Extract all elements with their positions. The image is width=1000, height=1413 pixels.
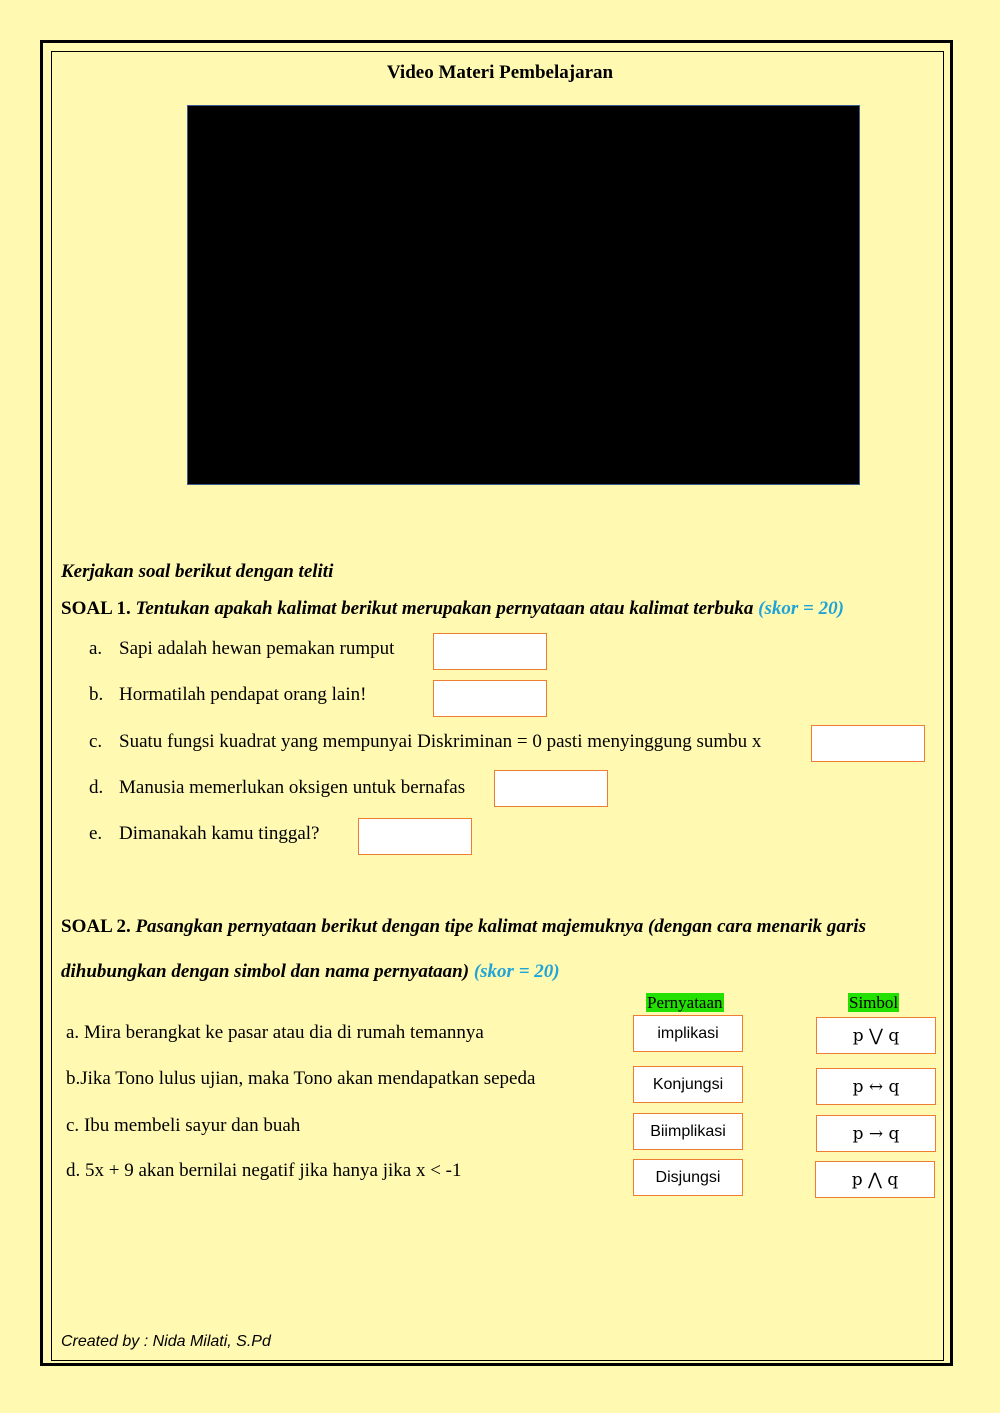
- option-biimplikasi[interactable]: Biimplikasi: [633, 1113, 743, 1150]
- option-implikasi[interactable]: implikasi: [633, 1015, 743, 1052]
- soal1-item-c: c. Suatu fungsi kuadrat yang mempunyai Diskriminan = 0 pasti menyinggung sumbu x: [89, 731, 762, 752]
- soal2-score: (skor = 20): [473, 961, 560, 982]
- footer-credit: Created by : Nida Milati, S.Pd: [61, 1333, 271, 1350]
- symbol-and[interactable]: p ⋀ q: [815, 1161, 935, 1198]
- soal2-heading: SOAL 2. Pasangkan pernyataan berikut dengan tipe kalimat majemuknya (dengan cara menarik garis: [61, 916, 866, 937]
- answer-input-e[interactable]: [358, 818, 472, 855]
- soal2-item-a: a. Mira berangkat ke pasar atau dia di rumah temannya: [66, 1022, 484, 1043]
- answer-input-c[interactable]: [811, 725, 925, 762]
- option-disjungsi[interactable]: Disjungsi: [633, 1159, 743, 1196]
- soal1-item-a: a. Sapi adalah hewan pemakan rumput: [89, 638, 395, 659]
- soal1-number: SOAL 1.: [61, 598, 131, 619]
- soal1-heading: [61, 598, 844, 620]
- soal1-item-e: e. Dimanakah kamu tinggal?: [89, 823, 320, 844]
- answer-input-a[interactable]: [433, 633, 547, 670]
- video-player[interactable]: [187, 105, 860, 485]
- soal1-score: (skor = 20): [758, 598, 844, 619]
- symbol-implication[interactable]: p → q: [816, 1115, 936, 1152]
- answer-input-b[interactable]: [433, 680, 547, 717]
- soal1-prompt: Tentukan apakah kalimat berikut merupakan pernyataan atau kalimat terbuka: [135, 598, 754, 619]
- instruction-text: Kerjakan soal berikut dengan teliti: [61, 561, 334, 582]
- symbol-biconditional[interactable]: p ↔ q: [816, 1068, 936, 1105]
- column-header-simbol: Simbol: [849, 993, 899, 1012]
- soal2-item-c: c. Ibu membeli sayur dan buah: [66, 1115, 301, 1136]
- option-konjungsi[interactable]: Konjungsi: [633, 1066, 743, 1103]
- soal2-prompt-line2: dihubungkan dengan simbol dan nama pernyataan): [61, 961, 470, 982]
- answer-input-d[interactable]: [494, 770, 608, 807]
- soal1-item-d: d. Manusia memerlukan oksigen untuk bernafas: [89, 777, 466, 798]
- soal2-item-d: d. 5x + 9 akan bernilai negatif jika hanya jika x < -1: [66, 1160, 462, 1181]
- soal2-number: SOAL 2: [61, 916, 126, 937]
- symbol-or[interactable]: p ⋁ q: [816, 1017, 936, 1054]
- video-section-title: Video Materi Pembelajaran: [386, 62, 614, 83]
- soal2-prompt-line1: Pasangkan pernyataan berikut dengan tipe kalimat majemuknya (dengan cara menarik garis: [135, 916, 866, 937]
- soal2-item-b: b.Jika Tono lulus ujian, maka Tono akan mendapatkan sepeda: [66, 1068, 536, 1089]
- soal2-heading-line2: [61, 961, 560, 983]
- column-header-pernyataan: Pernyataan: [647, 993, 723, 1012]
- soal1-item-b: b. Hormatilah pendapat orang lain!: [89, 684, 367, 705]
